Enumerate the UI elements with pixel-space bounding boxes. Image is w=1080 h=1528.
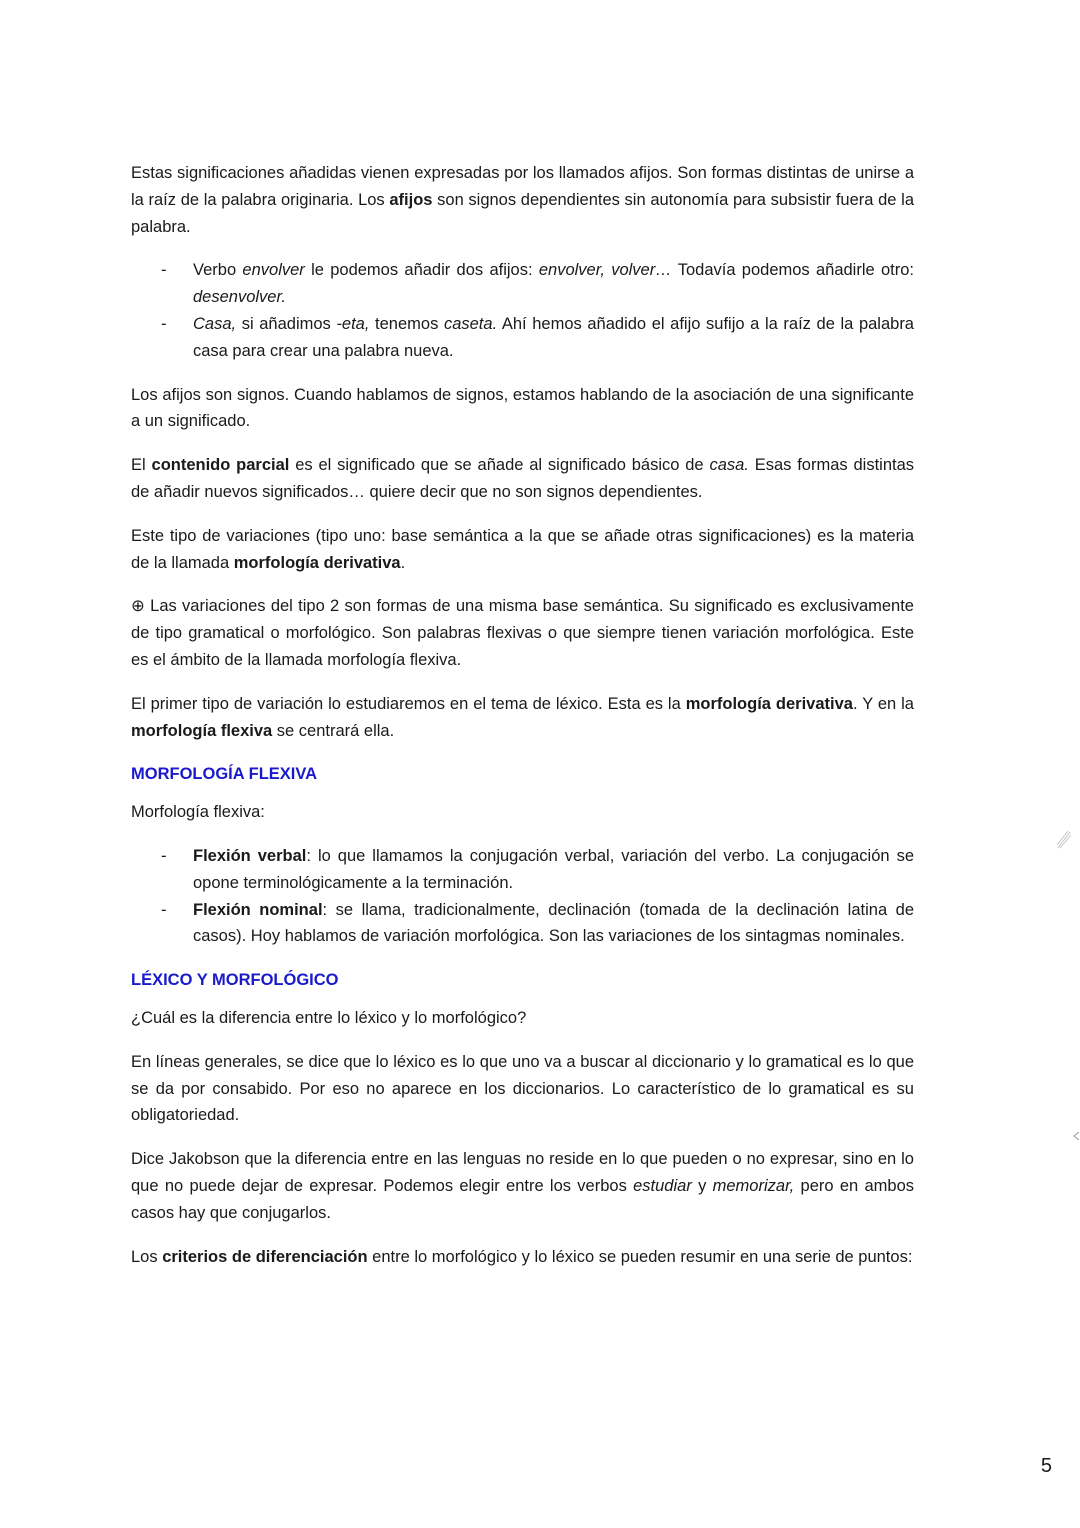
text-run: Dice Jakobson que la diferencia entre en las lenguas no reside en lo que pueden o no expresar, sino en lo que no puede dejar de expresar. Podemos elegir entre los verbos — [131, 1150, 914, 1195]
italic-text: caseta. — [443, 314, 498, 333]
heading-morfologia-flexiva: MORFOLOGÍA FLEXIVA — [131, 765, 318, 784]
text-run: Ahí hemos añadido el afijo sufijo a la raíz de la palabra casa para crear una palabra nueva. — [193, 314, 914, 360]
list-item-flexion-verbal — [131, 843, 914, 897]
italic-text: casa. — [709, 456, 749, 475]
paragraph-lineas-generales — [131, 1049, 914, 1129]
bold-text: morfología derivativa — [233, 553, 401, 572]
paragraph-jakobson — [131, 1146, 914, 1226]
text-run: Verbo — [193, 261, 243, 280]
italic-text: envolver, volver… — [538, 261, 672, 280]
text-run: Los — [131, 1247, 163, 1266]
italic-text: estudiar — [633, 1176, 692, 1195]
text-run: y — [691, 1176, 713, 1195]
paragraph-primer-tipo — [131, 691, 914, 745]
text-run: le podemos añadir dos afijos: — [304, 261, 539, 280]
text-run: tenemos — [369, 314, 444, 333]
text-run: entre lo morfológico y lo léxico se pueden resumir en una serie de puntos: — [367, 1247, 913, 1266]
text-run: Este tipo de variaciones (tipo uno: base semántica a la que se añade otras significaciones) es la materia de la llamada — [131, 526, 914, 572]
text-run: Los afijos son signos. Cuando hablamos de signos, estamos hablando de la asociación de una significante a un significado. — [131, 385, 914, 431]
text-run: . — [400, 553, 406, 572]
bold-text: contenido parcial — [151, 456, 290, 475]
scribble-mark — [1072, 1130, 1080, 1142]
text-run: El — [131, 456, 152, 475]
paragraph-signos — [131, 382, 914, 436]
bold-text: criterios de diferenciación — [162, 1247, 368, 1266]
italic-text: envolver — [242, 261, 305, 280]
italic-text: memorizar, — [712, 1176, 795, 1195]
bold-text: morfología derivativa — [685, 694, 853, 713]
scribble-mark — [1056, 830, 1072, 850]
paragraph-afijos-intro — [131, 160, 914, 240]
text-run: Las variaciones del tipo 2 son formas de una misma base semántica. Su significado es exclusivamente de tipo gramatical o morfológico. Son palabras flexivas o que siempre tienen variación morfológica. Este es el ámbito de la llamada morfología flexiva. — [131, 597, 914, 669]
text-run: : lo que llamamos la conjugación verbal, variación del verbo. La conjugación se opone terminológicamente a la terminación. — [193, 846, 914, 892]
bold-text: Flexión verbal — [193, 846, 307, 865]
text-run: Esas formas distintas de añadir nuevos significados… quiere decir que no son signos dependientes. — [131, 456, 915, 501]
italic-text: desenvolver. — [193, 288, 286, 307]
text-run: se centrará ella. — [272, 721, 395, 740]
text-run: Todavía podemos añadirle otro: — [671, 261, 914, 280]
text-run: Morfología flexiva: — [131, 803, 265, 822]
italic-text: Casa, — [193, 314, 237, 333]
text-run: . Y en la — [852, 694, 914, 713]
flexion-list — [131, 843, 914, 950]
text-run: ¿Cuál es la diferencia entre lo léxico y lo morfológico? — [131, 1008, 527, 1027]
text-run: ⊕ — [131, 597, 151, 616]
text-run: El primer tipo de variación lo estudiaremos en el tema de léxico. Esta es la — [131, 694, 686, 713]
text-run: En líneas generales, se dice que lo léxico es lo que uno va a buscar al diccionario y lo gramatical es lo que se da por consabido. Por eso no aparece en los diccionarios. Lo característico de lo gramatical es su obligatoriedad. — [131, 1052, 914, 1125]
list-item-casa — [131, 311, 914, 365]
text-run: pero en ambos casos hay que conjugarlos. — [131, 1176, 915, 1222]
heading-lexico-y-morfologico: LÉXICO Y MORFOLÓGICO — [131, 971, 339, 990]
list-item-envolver — [131, 257, 914, 311]
italic-text: -eta, — [336, 314, 370, 333]
paragraph-criterios — [131, 1244, 914, 1271]
bold-text: afijos — [389, 190, 433, 209]
bold-text: Flexión nominal — [193, 900, 323, 919]
text-run: son signos dependientes sin autonomía para subsistir fuera de la palabra. — [131, 190, 914, 236]
paragraph-morfologia-derivativa — [131, 523, 914, 577]
paragraph-contenido-parcial — [131, 452, 914, 506]
page-number: 5 — [1040, 1455, 1052, 1477]
bold-text: morfología flexiva — [131, 721, 273, 740]
paragraph-question — [131, 1005, 914, 1032]
text-run: : se llama, tradicionalmente, declinación (tomada de la declinación latina de casos). Hoy hablamos de variación morfológica. Son las variaciones de los sintagmas nominales. — [193, 900, 914, 946]
afijos-example-list — [131, 257, 914, 364]
list-item-flexion-nominal — [131, 897, 914, 951]
text-run: si añadimos — [236, 314, 337, 333]
text-run: Estas significaciones añadidas vienen expresadas por los llamados afijos. Son formas distintas de unirse a la raíz de la palabra originaria. Los — [131, 164, 914, 209]
document-body — [131, 160, 914, 1287]
paragraph-variaciones-tipo-2 — [131, 593, 914, 673]
paragraph-morfologia-flexiva-label — [131, 799, 914, 826]
text-run: es el significado que se añade al significado básico de — [289, 456, 710, 475]
